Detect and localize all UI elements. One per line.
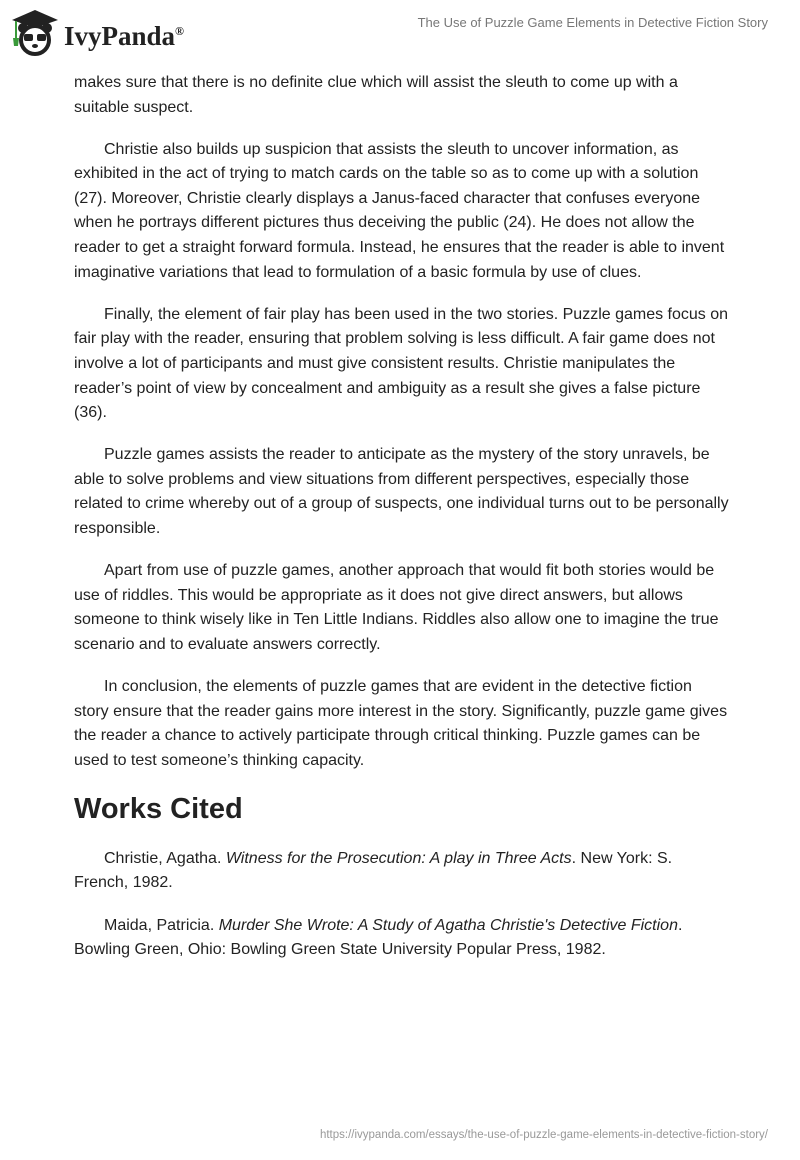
registered-mark: ® [175, 23, 185, 38]
document-title: The Use of Puzzle Game Elements in Detective Fiction Story [417, 15, 768, 30]
paragraph: Christie also builds up suspicion that assists the sleuth to uncover information, as exhibited in the act of trying to match cards on the table so as to come up with a solution (27). Moreover, Christie clearly displays a Janus-faced character that confuses everyone when he portrays different pictures thus deceiving the public (24). He does not allow the reader to get a straight forward formula. Instead, he ensures that the reader is able to invent imaginative variations that lead to formulation of a basic formula by use of clues. [74, 140, 725, 281]
citation-publication: . Bowling Green, Ohio: Bowling Green State University Popular Press, 1982. [74, 916, 683, 959]
paragraph: In conclusion, the elements of puzzle games that are evident in the detective fiction story ensure that the reader gains more interest in the story. Significantly, puzzle game gives the reader a chance to actively participate through critical thinking. Puzzle games can be used to test someone’s thinking capacity. [74, 677, 728, 769]
citation-title: Witness for the Prosecution: A play in Three Acts [225, 849, 572, 867]
paragraph: Apart from use of puzzle games, another approach that would fit both stories would be use of riddles. This would be appropriate as it does not give direct answers, but allows someone to think wisely like in Ten Little Indians. Riddles also allow one to imagine the true scenario and to evaluate answers correctly. [74, 562, 719, 653]
citation-author: Christie, Agatha. [104, 849, 226, 867]
brand-name: IvyPanda [64, 20, 176, 51]
paragraph: Puzzle games assists the reader to anticipate as the mystery of the story unravels, be able to solve problems and view situations from different perspectives, especially those related to crime whereby out of a group of suspects, one individual turns out to be personally responsible. [74, 446, 729, 537]
citation-title: Murder She Wrote: A Study of Agatha Christie's Detective Fiction [218, 916, 678, 934]
ivypanda-logo[interactable] [12, 8, 184, 56]
essay-body [74, 71, 730, 980]
panda-graduate-icon [12, 8, 58, 56]
paragraph: makes sure that there is no definite clue which will assist the sleuth to come up with a suitable suspect. [74, 74, 678, 116]
works-cited-heading: Works Cited [74, 792, 243, 825]
citation-publication: . New York: S. French, 1982. [74, 849, 673, 892]
source-url[interactable]: https://ivypanda.com/essays/the-use-of-puzzle-game-elements-in-detective-fiction-story/ [319, 1129, 768, 1141]
citation-entry [74, 914, 730, 963]
page-header [0, 0, 800, 60]
citation-entry [74, 847, 730, 896]
paragraph: Finally, the element of fair play has been used in the two stories. Puzzle games focus on fair play with the reader, ensuring that problem solving is less difficult. A fair game does not involve a lot of participants and must give consistent results. Christie manipulates the reader’s point of view by concealment and ambiguity as a result she gives a false picture (36). [74, 305, 729, 422]
citation-author: Maida, Patricia. [104, 916, 219, 934]
